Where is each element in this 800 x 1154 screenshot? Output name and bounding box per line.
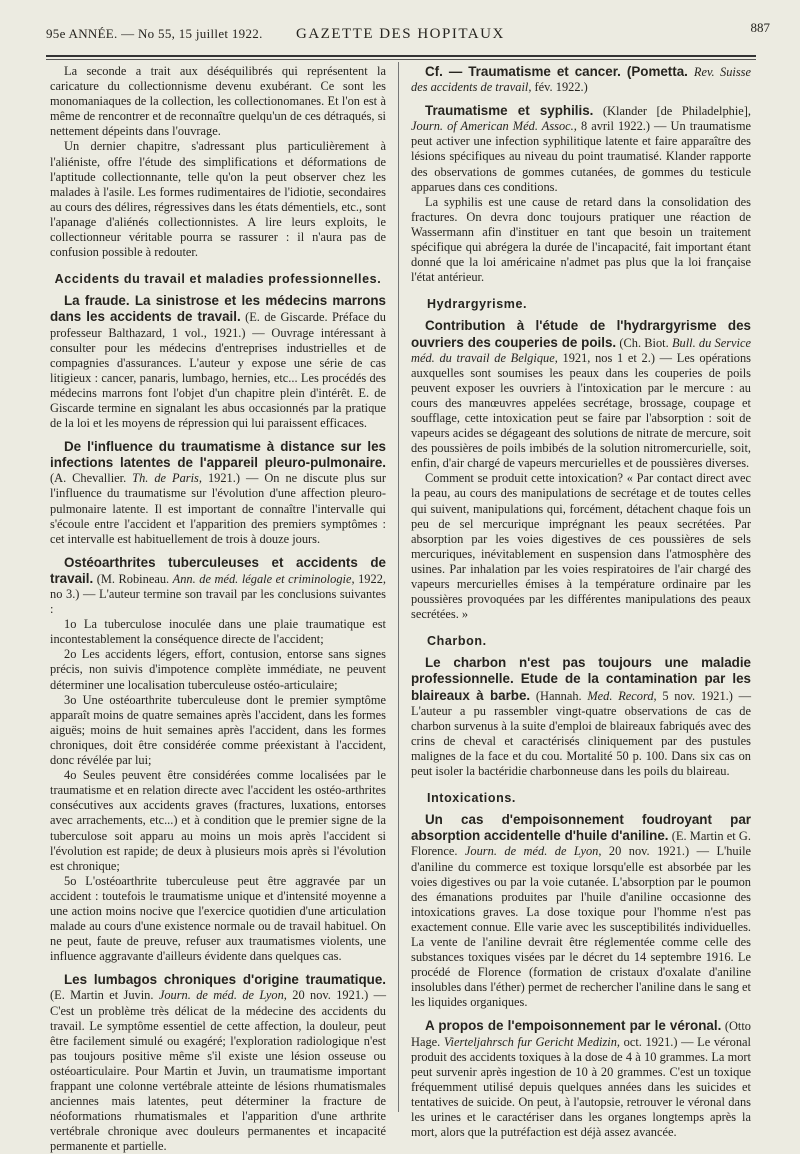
article-reference: (E. Martin et Juvin.	[50, 988, 159, 1003]
article-hydrargyrisme	[411, 318, 751, 471]
header-rule	[46, 55, 756, 57]
journal-name: Vierteljahrsch fur Gericht Medizin,	[443, 1034, 621, 1049]
article-reference: (A. Chevallier.	[50, 471, 133, 486]
article-reference-date: 20 nov. 1921.) —	[601, 844, 717, 859]
article-syphilis	[411, 103, 751, 195]
journal-name: Bull. du Service méd. du travail de Belgique,	[411, 335, 751, 365]
article-body: C'est un problème très délicat de la médecine des accidents du travail. Le symptôme essentiel de cette affection, la douleur, peut être facilement simulé ou exagéré; l'exploration radiologique n'est pas toujours positive même s'il existe une lésion osseuse ou ostéoarticulaire. Pour Martin et Juvin, un traumatisme important frappant une colonne vertébrale atteinte de lésions rhumatismales anciennes mais latentes, peut déterminer la fracture de néoformations rhumatismales et l'apparition d'une arthrite vertébrale chronique avec douleurs permanentes et incapacité permanente et partielle.	[50, 1003, 386, 1154]
article-body: L'huile d'aniline du commerce est toxique lorsqu'elle est absorbée par les voies digestives ou par la voie cutanée. L'absorption par le poumon des émanations produites par l'huile d'aniline occasionne des intoxications graves. La dose toxique pour l'homme n'est pas exactement connue. Elle varie avec les susceptibilités individuelles. La vente de l'aniline devrait être réglementée comme celle des substances toxiques visées par le décret du 14 septembre 1916. Le procédé de Florence (formation de cristaux d'oxalate d'aniline insolubles dans l'éther) permet de rechercher l'aniline dans le sang et les liquides organiques.	[411, 844, 752, 1010]
section-heading-charbon: Charbon.	[427, 634, 487, 649]
section-heading-intoxications: Intoxications.	[427, 791, 516, 806]
article-aniline	[411, 812, 751, 1010]
cf-reference: Cf. — Traumatisme et cancer. (Pometta.	[425, 64, 694, 79]
article-title: De l'influence du traumatisme à distance sur les infections latentes de l'appareil pleuro-pulmonaire.	[50, 439, 386, 471]
article-cf	[411, 64, 751, 95]
journal-name: Journ. de méd. de Lyon,	[464, 844, 602, 859]
article-body: Ouvrage intéressant à consulter pour les médecins d'entreprises industrielles et de compagnies d'assurances. L'auteur y expose une série de cas litigieux : cancer, panaris, lumbago, hernies, etc... Les procédés des médecins marrons font l'objet d'un chapitre plein d'intérêt. E. de Giscarde termine en signalant les abus occasionnés par la pratique de la loi et les moyens de répression qui lui paraissent efficaces.	[50, 325, 387, 431]
journal-name: Ann. de méd. légale et criminologie,	[172, 571, 355, 586]
article-charbon	[411, 655, 751, 779]
journal-name: Journ. de méd. de Lyon,	[158, 988, 287, 1003]
article-reference: (M. Robineau.	[93, 571, 173, 586]
conclusion-item-5: 5o L'ostéoarthrite tuberculeuse peut être aggravée par un accident : toutefois le traumatisme unique et d'intensité moyenne a une action moins nocive que l'exercice quotidien d'une articulation malade au cours d'une existence normale ou de travail habituel. On ne peut, faute de preuve, refuser aux traumatismes violents, une influence aggravante d'ailleurs évidente dans quelques cas.	[50, 873, 386, 964]
conclusion-item-3: 3o Une ostéoarthrite tuberculeuse dont le premier symptôme apparaît moins de quatre semaines après l'accident, dans les formes aiguës; moins de huit semaines après l'accident, dans les formes chroniques, doit être considérée comme préexistant à l'accident, donc révélée par lui;	[50, 692, 386, 768]
article-reference-date: 5 nov. 1921.) —	[656, 688, 751, 703]
article-title: Le charbon n'est pas toujours une maladie professionnelle. Etude de la contamination par les blaireaux à barbe.	[411, 655, 751, 703]
syphilis-paragraph-2: La syphilis est une cause de retard dans la consolidation des fractures. On devra donc toujours pratiquer une réaction de Wassermann afin d'instituer en tant que besoin un traitement spécifique qui abrégera la durée de l'incapacité, fait important étant donné que la loi américaine n'admet pas plus que la loi française l'état antérieur.	[411, 194, 751, 285]
right-column	[411, 64, 751, 1140]
conclusion-item-4: 4o Seules peuvent être considérées comme localisées par le traumatisme et en relation directe avec l'accident les ostéo-arthrites consécutives aux accidents graves (fractures, luxations, entorses avec arrachements, etc...) et à condition que le premier signe de la tuberculose soit apparu au moins un mois après l'accident si l'évolution est rapide; de deux à plusieurs mois après si l'évolution est chronique;	[50, 768, 386, 873]
intro-paragraph-2: Un dernier chapitre, s'adressant plus particulièrement à l'aliéniste, offre l'étude des simplifications et déformations de l'aptitude collectionnante, telle qu'on la peut observer chez les malades à l'asile. Les formes rudimentaires de l'idiotie, secondaires au cours des délires, régressives dans les états démentiels, etc., sont l'apanage d'aliénés collectionnistes. A lire leurs exploits, le collectionneur véritable pourra se rassurer : il n'aura pas de confusion possible à redouter.	[50, 139, 386, 260]
article-body: Les opérations auxquelles sont soumises les peaux dans les couperies de poils peuvent exposer les ouvriers à l'intoxication par le mercure : au cours des manœuvres appelées secrétage, brossage, coupage et soufflage, cette intoxication peut se faire par l'absorption : soit de vapeurs acides se dégageant des solutions de nitrate de mercure, soit des poussières de poils imbibés de la solution nitromercurielle, soit, enfin, d'air chargé de vapeurs mercurielles et de poussières diverses.	[411, 350, 751, 471]
article-body: L'auteur termine son travail par les conclusions suivantes :	[50, 587, 386, 617]
article-osteo	[50, 555, 386, 617]
article-reference-date: 8 avril 1922.) —	[576, 119, 671, 134]
article-veronal	[411, 1018, 751, 1140]
article-reference: (E. de Giscarde. Préface du professeur Balthazard, 1 vol., 1921.) —	[50, 310, 386, 340]
article-reference: (E. Martin et G. Florence.	[411, 829, 751, 859]
article-title: La fraude. La sinistrose et les médecins marrons dans les accidents de travail.	[50, 293, 386, 325]
article-title: Contribution à l'étude de l'hydrargyrisme des ouvriers des couperies de poils.	[411, 318, 751, 350]
journal-title: GAZETTE DES HOPITAUX	[296, 26, 505, 42]
article-reference: (Ch. Biot.	[616, 335, 672, 350]
article-body: L'auteur a pu rassembler vingt-quatre observations de cas de charbon survenus à la suite d'emploi de blaireaux fabriqués avec des crins de cheval et caractérisés cliniquement par des pustules malignes de la face et du cou. Mortalité 50 p. 100. Dans six cas on peut isoler la bactéridie charbonneuse dans les poils du blaireau.	[411, 703, 751, 779]
journal-name: Journ. of American Méd. Assoc.,	[411, 119, 577, 134]
article-title: A propos de l'empoisonnement par le véronal.	[425, 1018, 722, 1034]
page-header	[46, 14, 770, 50]
article-body: On ne discute plus sur l'influence du traumatisme sur l'évolution d'une affection pleuro-pulmonaire latente. Il est important de connaître l'intervalle qui s'écoule entre l'accident et l'apparition des premiers symptômes : cet intervalle est habituellement de trois à douze jours.	[50, 471, 386, 546]
article-title: Les lumbagos chroniques d'origine traumatique.	[64, 972, 386, 988]
article-influence	[50, 439, 386, 547]
conclusion-item-2: 2o Les accidents légers, effort, contusion, entorse sans signes précis, non suivis d'impotence complète immédiate, ne peuvent déterminer une localisation tuberculeuse ostéo-articulaire;	[50, 647, 386, 692]
journal-name: Th. de Paris,	[132, 471, 202, 486]
header-rule-thin	[46, 59, 756, 60]
article-reference-date: 1922, no 3.) —	[50, 571, 386, 601]
journal-name: Rev. Suisse des accidents de travail,	[411, 65, 751, 95]
article-reference: (Klander [de Philadelphie],	[593, 104, 752, 119]
article-title: Ostéoarthrites tuberculeuses et accidents de travail.	[50, 554, 386, 586]
article-reference-date: 1921.) —	[201, 471, 265, 486]
journal-name: Med. Record,	[587, 688, 657, 703]
intro-paragraph-1: La seconde a trait aux déséquilibrés qui représentent la caricature du collectionnisme devenu exubérant. Ce sont les monomaniaques de la collection, les collectionomanes. Et l'on est à même de rencontrer et de reconnaître quelqu'un de ces détraqués, si nettement dépeints dans l'ouvrage.	[50, 64, 386, 139]
section-heading-hydrargyrisme: Hydrargyrisme.	[427, 297, 528, 312]
conclusion-item-1: 1o La tuberculose inoculée dans une plaie traumatique est incontestablement la conséquence directe de l'accident;	[50, 617, 386, 647]
left-column	[50, 64, 386, 1154]
article-title: Traumatisme et syphilis.	[425, 103, 594, 119]
article-fraude	[50, 293, 386, 431]
article-reference: (Hannah.	[530, 688, 588, 703]
article-title: Un cas d'empoisonnement foudroyant par absorption accidentelle d'huile d'aniline.	[411, 812, 751, 844]
issue-info: 95e ANNÉE. — No 55, 15 juillet 1922.	[46, 26, 263, 41]
article-reference-date: fév. 1922.)	[531, 80, 588, 95]
article-reference-date: 1921, nos 1 et 2.) —	[557, 350, 677, 365]
article-reference-date: oct. 1921.) —	[620, 1034, 698, 1049]
hydrargyrisme-paragraph-2: Comment se produit cette intoxication? « Par contact direct avec la peau, au cours des manipulations de secrétage et de toutes celles qui suivent, manipulations qui, forcément, détachent chaque fois un peu de sel mercurique imprégnant les peaux secrétées. Par absorption par les voies digestives de ces poussières de sels mercuriques, inévitablement en suspension dans l'atmosphère des usines. Par inhalation par les voies respiratoires de l'air chargé des vapeurs mercurielles émises à la température ordinaire par les poussières provoquées par les différentes manipulations des peaux secrétées. »	[411, 471, 751, 622]
article-reference: (Otto Hage.	[411, 1019, 751, 1049]
article-body: Le véronal produit des accidents toxiques à la dose de 4 à 10 grammes. La mort peut survenir après ingestion de 10 à 20 grammes. C'est un toxique fréquemment utilisé depuis quelques années dans les suicides et tentatives de suicide. On peut, à l'autopsie, retrouver le véronal dans les urines et le caractériser dans les organes longtemps après la mort, alors que la putréfaction est déjà assez avancée.	[411, 1034, 751, 1140]
article-reference-date: 20 nov. 1921.) —	[286, 988, 386, 1003]
section-heading-accidents: Accidents du travail et maladies professionnelles.	[54, 272, 382, 287]
article-body: Un traumatisme peut activer une infection syphilitique latente et faire apparaître des lésions spécifiques au niveau du point traumatisé. Klander rapporte des observations de gommes cutanées, de gommes du testicule apparues dans ces conditions.	[411, 119, 751, 194]
page-number: 887	[750, 20, 770, 35]
column-divider	[398, 62, 399, 1112]
article-lumbagos	[50, 972, 386, 1154]
